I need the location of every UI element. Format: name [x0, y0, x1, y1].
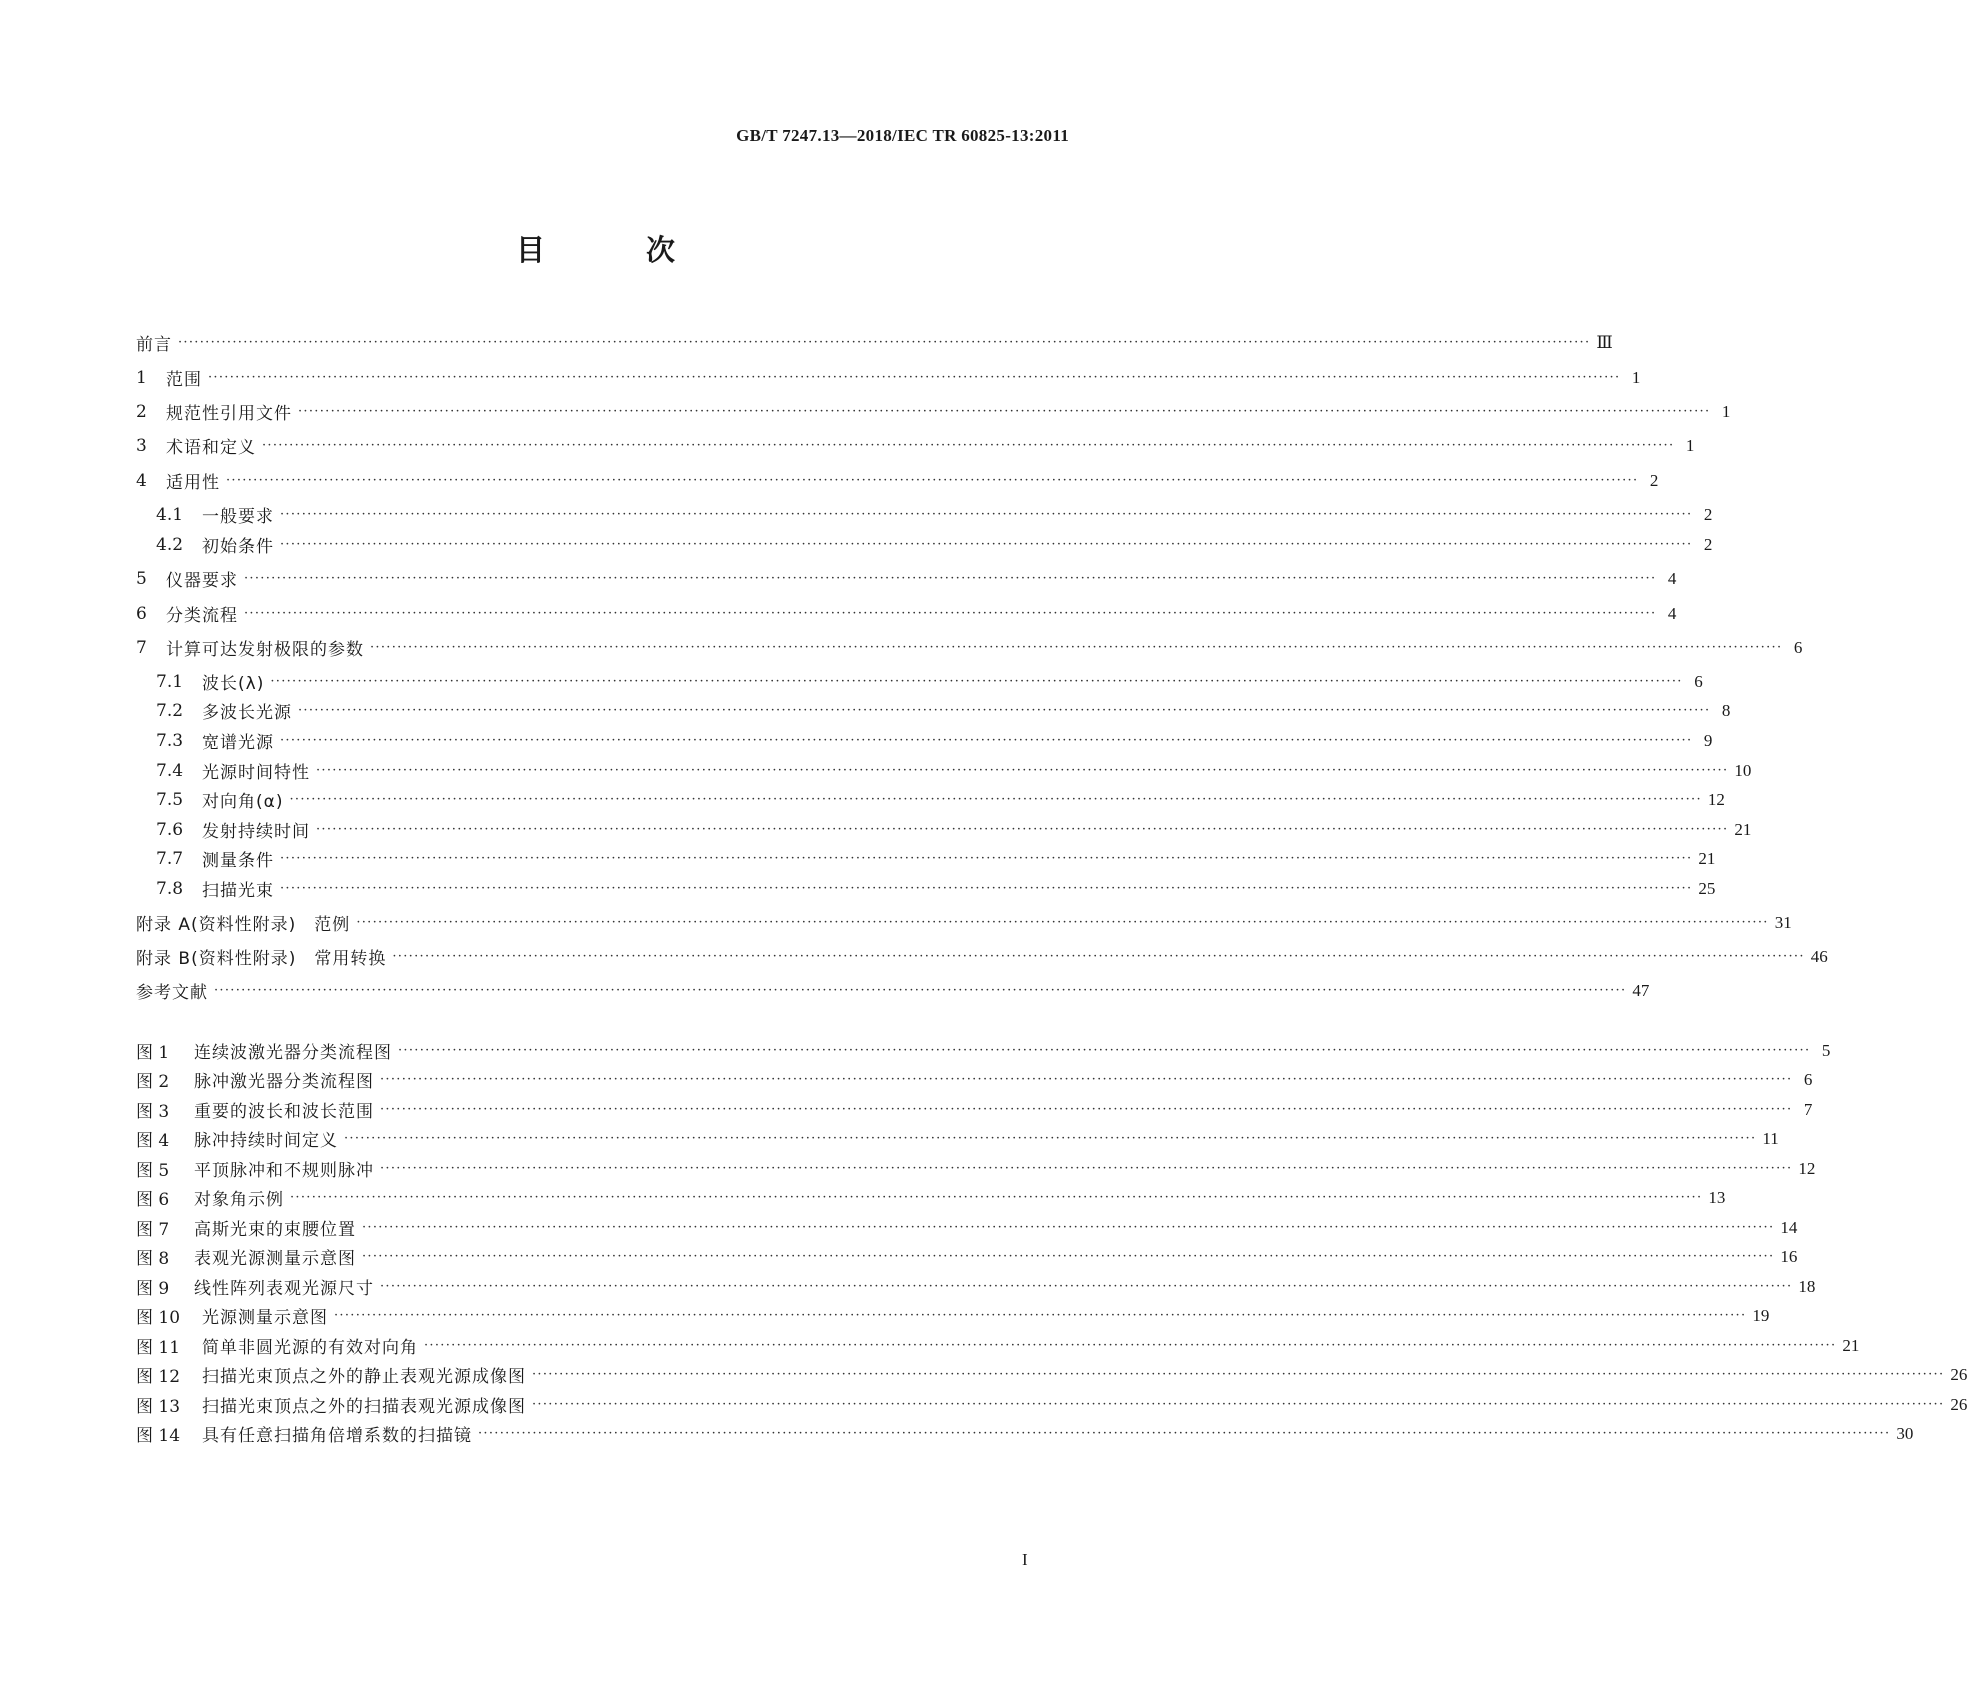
- page-ref: 47: [1632, 980, 1650, 1000]
- figure-title: 表观光源测量示意图: [194, 1249, 356, 1269]
- section-number: 4: [136, 470, 147, 491]
- toc-entry[interactable]: [156, 787, 1725, 812]
- page-ref: 31: [1774, 912, 1792, 932]
- page-ref: 26: [1950, 1394, 1967, 1414]
- section-title: 分类流程: [166, 606, 238, 626]
- page-ref: 25: [1698, 878, 1716, 898]
- page-ref: 10: [1734, 760, 1752, 780]
- page-ref: 2: [1649, 470, 1659, 490]
- section-number: 4.2: [156, 534, 184, 555]
- figure-list-item[interactable]: [136, 1274, 1816, 1299]
- section-number: 7.2: [156, 700, 184, 721]
- page-ref: 1: [1685, 435, 1695, 455]
- dot-leader: ····································································································································································································································································: [380, 1072, 1793, 1087]
- figure-number: 图 9: [136, 1279, 170, 1299]
- section-title: 对向角(α): [202, 792, 284, 812]
- page-ref: 4: [1667, 568, 1677, 588]
- dot-leader: ····································································································································································································································································: [244, 606, 1657, 621]
- page-ref: 1: [1631, 367, 1641, 387]
- figure-title: 高斯光束的束腰位置: [194, 1220, 356, 1240]
- page-ref: 16: [1780, 1246, 1798, 1266]
- section-number: 7.3: [156, 730, 184, 751]
- figure-number: 图 12: [136, 1367, 181, 1387]
- section-title: 初始条件: [202, 537, 274, 557]
- dot-leader: ····································································································································································································································································: [532, 1397, 1945, 1412]
- toc-entry[interactable]: [136, 635, 1803, 660]
- toc-entry[interactable]: [136, 978, 1650, 1003]
- figure-number: 图 5: [136, 1161, 170, 1181]
- section-title: 扫描光束: [202, 881, 274, 901]
- figure-title: 具有任意扫描角倍增系数的扫描镜: [202, 1426, 472, 1446]
- figure-list-item[interactable]: [136, 1038, 1831, 1063]
- section-number: 7: [136, 637, 147, 658]
- page-ref: 19: [1752, 1305, 1770, 1325]
- section-title: 适用性: [166, 473, 220, 493]
- dot-leader: ····································································································································································································································································: [270, 674, 1683, 689]
- standard-code: GB/T 7247.13—2018/IEC TR 60825-13:2011: [736, 126, 1069, 145]
- toc-entry[interactable]: [156, 758, 1752, 783]
- section-title: 一般要求: [202, 507, 274, 527]
- page-ref: 7: [1803, 1099, 1813, 1119]
- page-ref: 6: [1694, 671, 1703, 691]
- figure-list-item[interactable]: [136, 1097, 1813, 1122]
- toc-entry[interactable]: [156, 532, 1713, 557]
- toc-entry[interactable]: [156, 502, 1713, 527]
- figure-number: 图 14: [136, 1426, 181, 1446]
- page-ref: 11: [1762, 1128, 1779, 1148]
- figure-list-item[interactable]: [136, 1392, 1967, 1417]
- figure-list-item[interactable]: [136, 1067, 1813, 1092]
- dot-leader: ····································································································································································································································································: [290, 1190, 1703, 1205]
- figure-list-item[interactable]: [136, 1215, 1798, 1240]
- dot-leader: ····································································································································································································································································: [214, 983, 1627, 998]
- section-number: 5: [136, 568, 147, 589]
- figure-title: 平顶脉冲和不规则脉冲: [194, 1161, 374, 1181]
- dot-leader: ····································································································································································································································································: [356, 915, 1769, 930]
- dot-leader: ····································································································································································································································································: [478, 1426, 1891, 1441]
- page-ref: 6: [1803, 1069, 1813, 1089]
- figure-list-item[interactable]: [136, 1156, 1816, 1181]
- toc-entry[interactable]: [156, 669, 1703, 694]
- dot-leader: ····································································································································································································································································: [280, 851, 1693, 866]
- figure-list-item[interactable]: [136, 1303, 1770, 1328]
- page-ref: 1: [1721, 401, 1731, 421]
- figure-title: 光源测量示意图: [202, 1308, 328, 1328]
- dot-leader: ····································································································································································································································································: [532, 1367, 1945, 1382]
- section-number: 3: [136, 435, 147, 456]
- figure-title: 扫描光束顶点之外的静止表观光源成像图: [202, 1367, 526, 1387]
- page-ref: 21: [1698, 848, 1716, 868]
- dot-leader: ····································································································································································································································································: [362, 1249, 1775, 1264]
- dot-leader: ····································································································································································································································································: [392, 949, 1805, 964]
- figure-number: 图 6: [136, 1190, 170, 1210]
- figure-number: 图 2: [136, 1072, 170, 1092]
- dot-leader: ····································································································································································································································································: [298, 703, 1711, 718]
- figure-title: 线性阵列表观光源尺寸: [194, 1279, 374, 1299]
- section-title: 前言: [136, 335, 172, 355]
- toc-entry[interactable]: [136, 910, 1792, 935]
- section-title: 宽谱光源: [202, 733, 274, 753]
- section-title: 规范性引用文件: [166, 404, 292, 424]
- dot-leader: ····································································································································································································································································: [178, 335, 1591, 350]
- dot-leader: ····································································································································································································································································: [208, 370, 1621, 385]
- dot-leader: ····································································································································································································································································: [280, 507, 1693, 522]
- toc-entry[interactable]: [136, 433, 1695, 458]
- section-number: 7.5: [156, 789, 184, 810]
- dot-leader: ····································································································································································································································································: [398, 1043, 1811, 1058]
- figure-title: 连续波激光器分类流程图: [194, 1043, 392, 1063]
- section-title: 测量条件: [202, 851, 274, 871]
- dot-leader: ····································································································································································································································································: [289, 792, 1702, 807]
- dot-leader: ····································································································································································································································································: [226, 473, 1639, 488]
- section-number: 7.8: [156, 878, 184, 899]
- figure-list-item[interactable]: [136, 1185, 1726, 1210]
- dot-leader: ····································································································································································································································································: [280, 537, 1693, 552]
- figure-title: 重要的波长和波长范围: [194, 1102, 374, 1122]
- dot-leader: ····································································································································································································································································: [424, 1338, 1837, 1353]
- page-ref: 6: [1793, 637, 1803, 657]
- page-ref: 14: [1780, 1217, 1798, 1237]
- page-ref: 2: [1703, 534, 1713, 554]
- toc-entry[interactable]: [136, 330, 1613, 355]
- figure-title: 脉冲持续时间定义: [194, 1131, 338, 1151]
- toc-entry[interactable]: [136, 944, 1828, 969]
- dot-leader: ····································································································································································································································································: [244, 571, 1657, 586]
- figure-list-item[interactable]: [136, 1362, 1967, 1387]
- section-number: 4.1: [156, 504, 184, 525]
- page-ref: 30: [1896, 1423, 1914, 1443]
- page-ref: 46: [1810, 946, 1828, 966]
- section-title: 光源时间特性: [202, 763, 310, 783]
- figure-number: 图 3: [136, 1102, 170, 1122]
- toc-entry[interactable]: [136, 601, 1677, 626]
- page-number: I: [1022, 1550, 1028, 1569]
- page-ref: 12: [1707, 789, 1725, 809]
- figure-number: 图 1: [136, 1043, 170, 1063]
- figure-list-item[interactable]: [136, 1126, 1779, 1151]
- toc-entry[interactable]: [156, 698, 1731, 723]
- section-title: 计算可达发射极限的参数: [166, 640, 364, 660]
- page-ref: 26: [1950, 1364, 1967, 1384]
- section-number: 6: [136, 603, 147, 624]
- dot-leader: ····································································································································································································································································: [344, 1131, 1757, 1146]
- section-title: 仪器要求: [166, 571, 238, 591]
- section-number: 7.7: [156, 848, 184, 869]
- toc-entry[interactable]: [156, 876, 1716, 901]
- figure-title: 对象角示例: [194, 1190, 284, 1210]
- section-title: 多波长光源: [202, 703, 292, 723]
- dot-leader: ····································································································································································································································································: [334, 1308, 1747, 1323]
- page-ref: 4: [1667, 603, 1677, 623]
- figure-title: 扫描光束顶点之外的扫描表观光源成像图: [202, 1397, 526, 1417]
- page-ref: 8: [1721, 700, 1731, 720]
- dot-leader: ····································································································································································································································································: [380, 1102, 1793, 1117]
- page-ref: 21: [1842, 1335, 1860, 1355]
- toc-entry[interactable]: [156, 817, 1752, 842]
- page-ref: 9: [1703, 730, 1713, 750]
- dot-leader: ····································································································································································································································································: [280, 733, 1693, 748]
- page-ref: 2: [1703, 504, 1713, 524]
- page-ref: 18: [1798, 1276, 1816, 1296]
- dot-leader: ····································································································································································································································································: [380, 1279, 1793, 1294]
- toc-entry[interactable]: [136, 468, 1659, 493]
- dot-leader: ····································································································································································································································································: [316, 763, 1729, 778]
- dot-leader: ····································································································································································································································································: [262, 438, 1675, 453]
- figure-title: 简单非圆光源的有效对向角: [202, 1338, 418, 1358]
- figure-number: 图 8: [136, 1249, 170, 1269]
- section-title: 波长(λ): [202, 674, 265, 694]
- page-ref: 21: [1734, 819, 1752, 839]
- section-title: 发射持续时间: [202, 822, 310, 842]
- section-title: 范围: [166, 370, 202, 390]
- section-title: 附录 B(资料性附录) 常用转换: [136, 949, 387, 969]
- page-ref: 5: [1821, 1040, 1831, 1060]
- section-number: 2: [136, 401, 147, 422]
- figure-number: 图 11: [136, 1338, 181, 1358]
- section-number: 7.1: [156, 671, 184, 692]
- toc-entry[interactable]: [136, 365, 1641, 390]
- figure-number: 图 7: [136, 1220, 170, 1240]
- toc-entry[interactable]: [136, 566, 1677, 591]
- figure-number: 图 4: [136, 1131, 170, 1151]
- figure-number: 图 10: [136, 1308, 181, 1328]
- section-title: 参考文献: [136, 983, 208, 1003]
- dot-leader: ····································································································································································································································································: [380, 1161, 1793, 1176]
- figure-list-item[interactable]: [136, 1421, 1914, 1446]
- section-number: 1: [136, 367, 147, 388]
- figure-list-item[interactable]: [136, 1244, 1798, 1269]
- section-number: 7.4: [156, 760, 184, 781]
- page-title: 目 次: [515, 233, 711, 267]
- figure-title: 脉冲激光器分类流程图: [194, 1072, 374, 1092]
- section-number: 7.6: [156, 819, 184, 840]
- figure-list-item[interactable]: [136, 1333, 1860, 1358]
- dot-leader: ····································································································································································································································································: [280, 881, 1693, 896]
- figure-number: 图 13: [136, 1397, 181, 1417]
- toc-entry[interactable]: [156, 846, 1716, 871]
- dot-leader: ····································································································································································································································································: [316, 822, 1729, 837]
- page-ref: Ⅲ: [1596, 332, 1613, 352]
- page-ref: 12: [1798, 1158, 1816, 1178]
- toc-entry[interactable]: [156, 728, 1713, 753]
- toc-entry[interactable]: [136, 399, 1731, 424]
- section-title: 术语和定义: [166, 438, 256, 458]
- dot-leader: ····································································································································································································································································: [370, 640, 1783, 655]
- dot-leader: ····································································································································································································································································: [298, 404, 1711, 419]
- dot-leader: ····································································································································································································································································: [362, 1220, 1775, 1235]
- section-title: 附录 A(资料性附录) 范例: [136, 915, 351, 935]
- page-ref: 13: [1708, 1187, 1726, 1207]
